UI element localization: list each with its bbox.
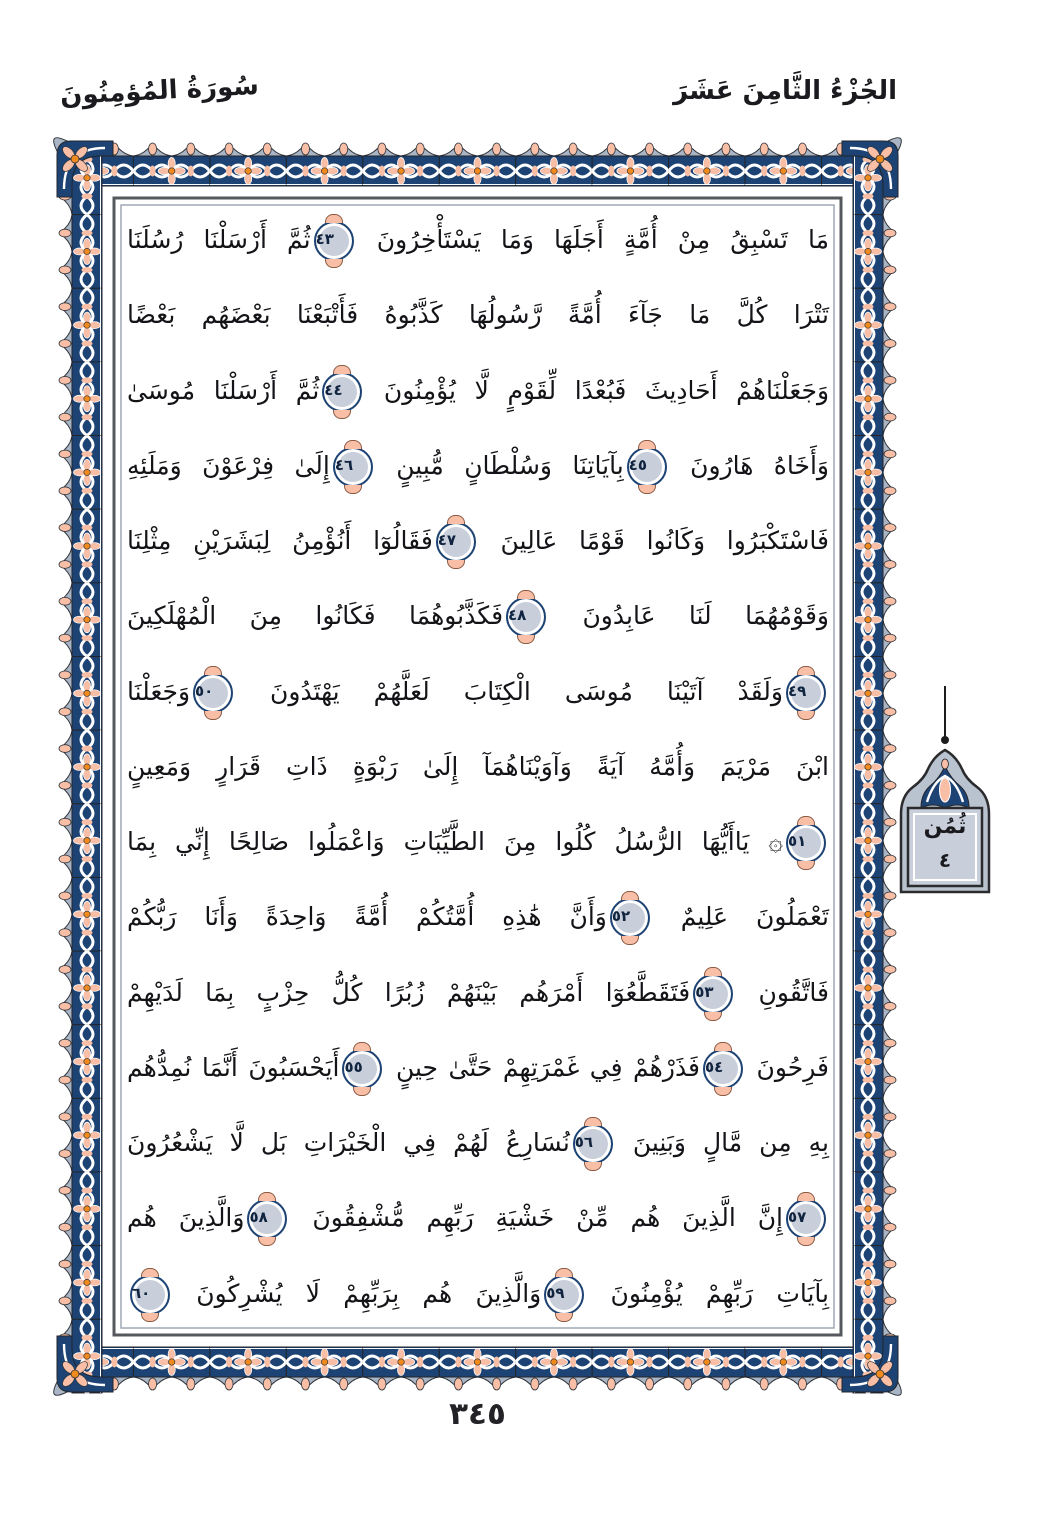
quran-text-segment: ابْنَ مَرْيَمَ وَأُمَّهُ آيَةً وَآوَيْنَاهُمَآ إِلَىٰ رَبْوَةٍ ذَاتِ قَرَارٍ وَمَعِينٍ [127, 751, 829, 781]
quran-line-15 [127, 1256, 829, 1331]
quran-text-segment: وَقَوْمُهُمَا لَنَا عَابِدُونَ [582, 601, 829, 631]
quran-line-3 [127, 353, 829, 428]
verse-end-marker-icon [786, 1199, 826, 1239]
quran-line-6 [127, 578, 829, 653]
quran-text-segment: فَذَرْهُمْ فِي غَمْرَتِهِمْ حَتَّىٰ حِينٍ [395, 1052, 701, 1082]
verse-number: ٥٣ [695, 982, 714, 1001]
verse-number: ٤٤ [324, 380, 343, 399]
verse-end-marker-icon [703, 1049, 743, 1089]
quran-line-13 [127, 1105, 829, 1180]
quran-text-segment: ۞ يَاأَيُّهَا الرُّسُلُ كُلُوا مِنَ الطَّيِّبَاتِ وَاعْمَلُوا صَالِحًا إِنِّي بِمَا [127, 827, 783, 856]
quran-line-14 [127, 1180, 829, 1255]
verse-end-marker-icon [573, 1124, 613, 1164]
border-top-band [57, 143, 898, 186]
verse-end-marker-icon [247, 1199, 287, 1239]
verse-end-marker-icon [342, 1049, 382, 1089]
quran-text-area [127, 202, 829, 1331]
quran-text-segment: بِهِ مِن مَّالٍ وَبَنِينَ [632, 1128, 829, 1157]
verse-end-marker-icon [130, 1275, 170, 1315]
quran-text-segment: وَلَقَدْ آتَيْنَا مُوسَى الْكِتَابَ لَعَلَّهُمْ يَهْتَدُونَ [270, 676, 784, 706]
quran-text-segment: تَعْمَلُونَ عَلِيمٌ [680, 902, 829, 932]
quran-line-2 [127, 277, 829, 352]
marker-string-line [944, 686, 946, 738]
border-left-band [59, 141, 102, 1393]
verse-number: ٥٦ [574, 1133, 594, 1151]
quran-line-9 [127, 804, 829, 879]
marker-string-dot [941, 736, 949, 744]
thumn-value: ٤ [938, 848, 952, 872]
quran-line-10 [127, 879, 829, 954]
verse-end-marker-icon [610, 898, 650, 938]
quran-text-segment: وَأَنَّ هَٰذِهِ أُمَّتُكُمْ أُمَّةً وَاحِدَةً وَأَنَا رَبُّكُمْ [127, 902, 607, 932]
thumn-label: ثُمُن [923, 814, 967, 839]
verse-end-marker-icon [693, 974, 733, 1014]
verse-number: ٥٢ [611, 907, 631, 926]
verse-end-marker-icon [506, 597, 546, 637]
verse-number: ٥٤ [705, 1057, 724, 1076]
verse-number: ٤٨ [508, 606, 527, 625]
quran-text-segment: فَرِحُونَ [756, 1052, 829, 1082]
quran-text-segment: وَجَعَلْنَا [127, 676, 191, 706]
verse-number: ٥٥ [344, 1057, 363, 1076]
page-number: ٣٤٥ [449, 1396, 506, 1432]
verse-number: ٤٧ [437, 531, 457, 549]
verse-number: ٤٣ [315, 230, 334, 248]
verse-end-marker-icon [314, 221, 354, 261]
quran-line-7 [127, 654, 829, 729]
thumn-marker [893, 686, 997, 898]
quran-line-12 [127, 1030, 829, 1105]
quran-text-segment: فَقَالُوٓا أَنُؤْمِنُ لِبَشَرَيْنِ مِثْلِنَا [127, 526, 433, 555]
quran-text-segment: تَتْرَا كُلَّ مَا جَآءَ أُمَّةً رَّسُولُهَا كَذَّبُوهُ فَأَتْبَعْنَا بَعْضَهُم بَعْضًا [127, 300, 829, 330]
surah-title: سُورَةُ المُؤمِنُونَ [59, 70, 260, 112]
border-right-band [853, 141, 896, 1393]
verse-end-marker-icon [322, 372, 362, 412]
quran-text-segment: إِلَىٰ فِرْعَوْنَ وَمَلَئِهِ [127, 450, 330, 480]
quran-text-segment: نُسَارِعُ لَهُمْ فِي الْخَيْرَاتِ بَل لَّا يَشْعُرُونَ [127, 1128, 570, 1157]
quran-text-segment: بِآيَاتِنَا وَسُلْطَانٍ مُّبِينٍ [396, 450, 624, 480]
quran-text-segment: أَيَحْسَبُونَ أَنَّمَا نُمِدُّهُم [127, 1052, 340, 1082]
verse-end-marker-icon [786, 673, 826, 713]
verse-number: ٥١ [788, 832, 807, 850]
quran-text-segment: بِآيَاتِ رَبِّهِمْ يُؤْمِنُونَ [610, 1278, 829, 1308]
quran-text-segment: فَكَذَّبُوهُمَا فَكَانُوا مِنَ الْمُهْلَكِينَ [127, 601, 504, 631]
quran-text-segment: ثُمَّ أَرْسَلْنَا رُسُلَنَا [127, 225, 311, 254]
verse-end-marker-icon [544, 1275, 584, 1315]
verse-number: ٥٩ [546, 1283, 565, 1302]
quran-line-4 [127, 428, 829, 503]
quran-text-segment: مَا تَسْبِقُ مِنْ أُمَّةٍ أَجَلَهَا وَمَا يَسْتَأْخِرُونَ [376, 225, 829, 254]
verse-end-marker-icon [786, 823, 826, 863]
quran-line-1 [127, 202, 829, 277]
quran-text-segment: فَاسْتَكْبَرُوا وَكَانُوا قَوْمًا عَالِينَ [500, 526, 829, 555]
verse-number: ٤٩ [788, 681, 807, 700]
quran-text-segment: إِنَّ الَّذِينَ هُم مِّنْ خَشْيَةِ رَبِّهِم مُّشْفِقُونَ [312, 1203, 784, 1233]
verse-number: ٥٧ [788, 1208, 807, 1227]
quran-line-11 [127, 955, 829, 1030]
quran-text-segment: فَاتَّقُونِ [758, 977, 829, 1007]
quran-text-segment: وَالَّذِينَ هُم بِرَبِّهِمْ لَا يُشْرِكُونَ [196, 1278, 542, 1308]
quran-text-segment: وَالَّذِينَ هُم [127, 1203, 245, 1233]
quran-text-segment: فَتَقَطَّعُوٓا أَمْرَهُم بَيْنَهُمْ زُبُرًا كُلُّ حِزْبٍ بِمَا لَدَيْهِمْ [127, 977, 691, 1007]
verse-number: ٤٥ [628, 455, 647, 474]
verse-end-marker-icon [193, 673, 233, 713]
verse-end-marker-icon [627, 447, 667, 487]
juz-title: الجُزْءُ الثَّامِنَ عَشَرَ [673, 76, 897, 106]
quran-line-5 [127, 503, 829, 578]
verse-number: ٦٠ [132, 1283, 151, 1302]
quran-text-segment: وَأَخَاهُ هَارُونَ [690, 450, 829, 480]
border-bottom-band [57, 1347, 898, 1390]
verse-number: ٥٨ [249, 1208, 268, 1227]
verse-number: ٥٠ [195, 681, 214, 700]
verse-number: ٤٦ [334, 455, 354, 474]
verse-end-marker-icon [436, 522, 476, 562]
quran-text-segment: وَجَعَلْنَاهُمْ أَحَادِيثَ فَبُعْدًا لِّقَوْمٍ لَّا يُؤْمِنُونَ [383, 375, 830, 405]
quran-line-8 [127, 729, 829, 804]
quran-text-segment: ثُمَّ أَرْسَلْنَا مُوسَىٰ [127, 375, 320, 405]
verse-end-marker-icon [333, 447, 373, 487]
